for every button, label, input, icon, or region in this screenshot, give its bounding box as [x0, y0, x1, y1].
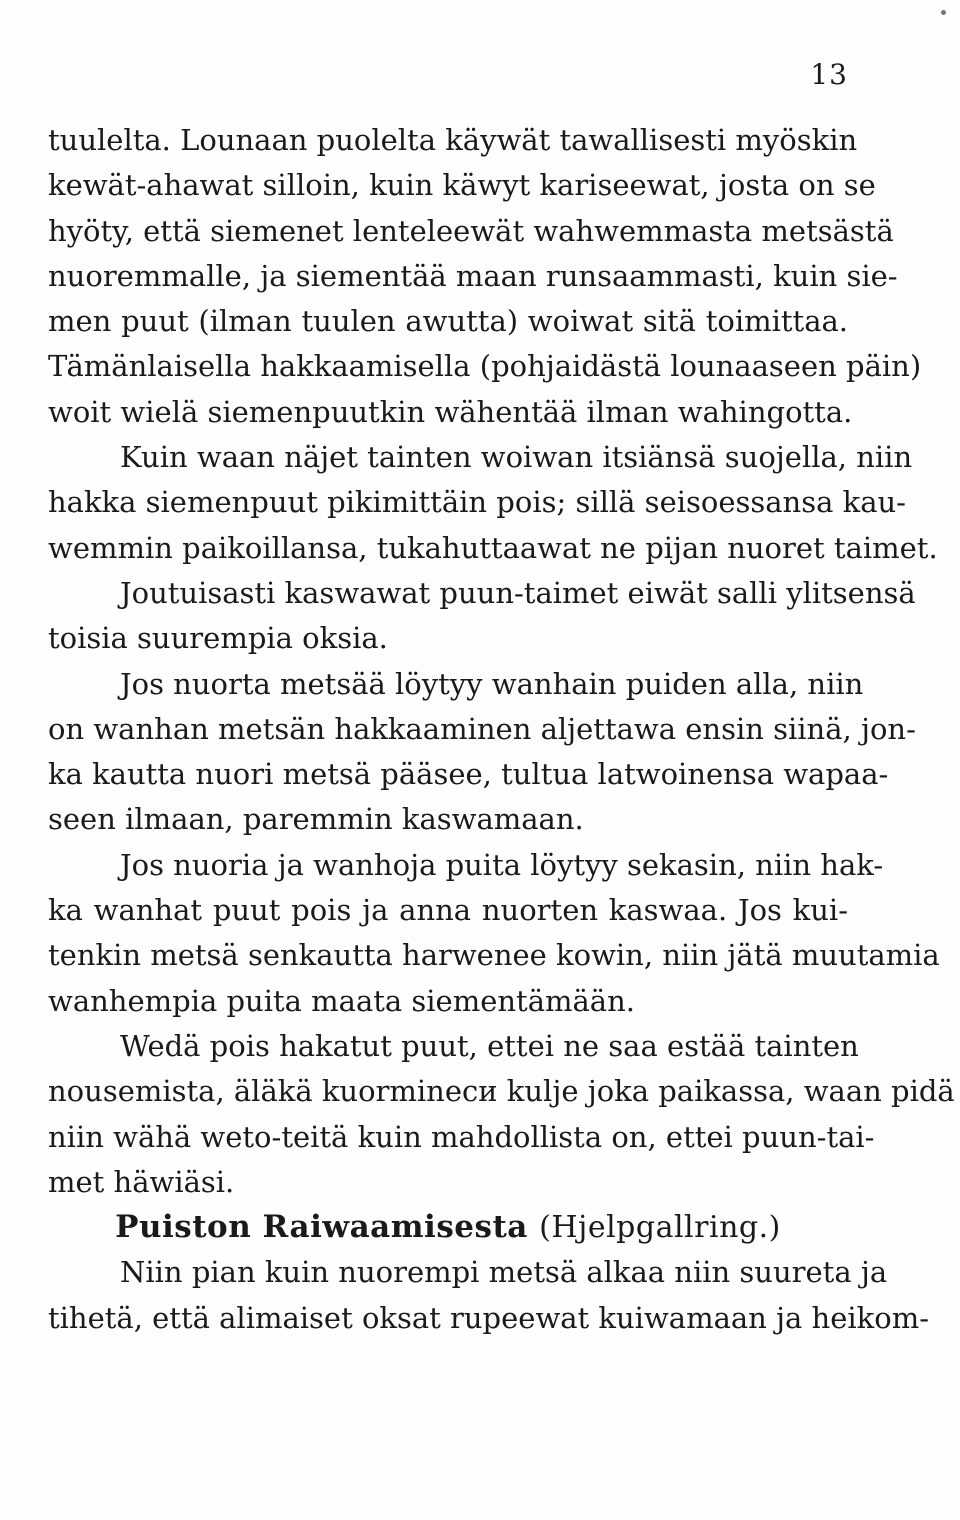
heading-paren: (Hjelpgallring.)	[539, 1210, 781, 1246]
paper-speck	[941, 10, 946, 15]
text-line: Joutuisasti kaswawat puun-taimet eiwät salli ylitsensä	[120, 575, 916, 610]
heading-main: Puiston Raiwaamisesta	[115, 1209, 528, 1246]
text-line: Tämänlaisella hakkaamisella (pohjaidästä lounaaseen päin)	[48, 349, 922, 384]
text-line: Wedä pois hakatut puut, ettei ne saa estää tainten	[120, 1028, 859, 1063]
text-line: hakka siemenpuut pikimittäin pois; sillä seisoessansa kau-	[48, 485, 906, 520]
text-line: men puut (ilman tuulen awutta) woiwat sitä toimittaa.	[48, 304, 848, 339]
text-line: nuoremmalle, ja siementää maan runsaammasti, kuin sie-	[48, 258, 898, 293]
text-line: seen ilmaan, paremmin kaswamaan.	[48, 802, 584, 837]
text-line: kewät-ahawat silloin, kuin käwyt kariseewat, josta on se	[48, 168, 876, 203]
text-line: toisia suurempia oksia.	[48, 621, 388, 656]
text-line: Kuin waan näjet tainten woiwan itsiänsä suojella, niin	[120, 440, 913, 475]
text-line: hyöty, että siemenet lenteleewät wahwemmasta metsästä	[48, 213, 894, 248]
text-line: woit wielä siemenpuutkin wähentää ilman wahingotta.	[48, 394, 853, 429]
text-line: tihetä, että alimaiset oksat rupeewat kuiwamaan ja heikom-	[48, 1300, 929, 1335]
text-line: on wanhan metsän hakkaaminen aljettawa ensin siinä, jon-	[48, 711, 916, 746]
text-line: tuulelta. Lounaan puolelta käywät tawallisesti myöskin	[48, 123, 858, 157]
text-line: wanhempia puita maata siementämään.	[48, 983, 635, 1018]
text-line: ka wanhat puut pois ja anna nuorten kaswaa. Jos kui-	[48, 893, 848, 928]
text-line: Jos nuorta metsää löytyy wanhain puiden alla, niin	[120, 666, 864, 701]
section-heading	[48, 1205, 848, 1250]
text-line: nousemista, äläkä kuormineси kulje joka paikassa, waan pidä	[48, 1074, 955, 1109]
text-line: ka kautta nuori metsä pääsee, tultua latwoinensa wapaa-	[48, 757, 889, 792]
body-text	[48, 118, 955, 1341]
text-line: Niin pian kuin nuorempi metsä alkaa niin suureta ja	[120, 1255, 888, 1290]
text-line: Jos nuoria ja wanhoja puita löytyy sekasin, niin hak-	[120, 847, 884, 882]
text-line: wemmin paikoillansa, tukahuttaawat ne pijan nuoret taimet.	[48, 530, 938, 565]
text-line: niin wähä weto-teitä kuin mahdollista on, ettei puun-tai-	[48, 1119, 875, 1154]
text-line: met häwiäsi.	[48, 1164, 235, 1199]
text-line: tenkin metsä senkautta harwenee kowin, niin jätä muutamia	[48, 938, 940, 973]
page-number: 13	[810, 58, 848, 91]
